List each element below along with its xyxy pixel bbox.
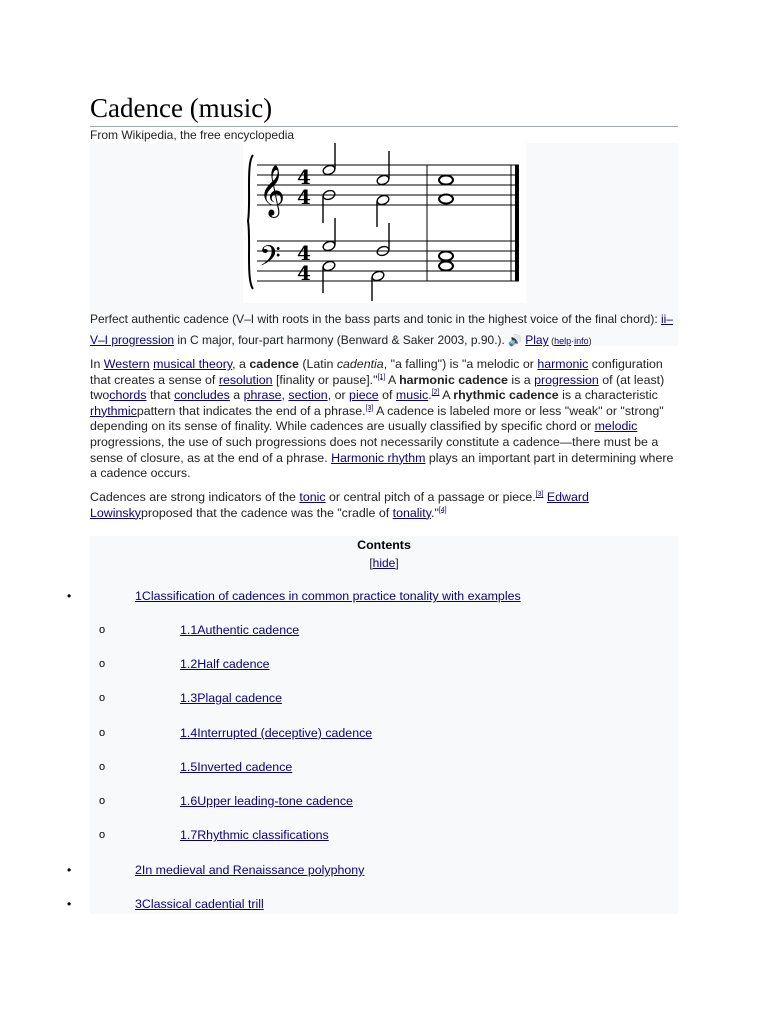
caption-text: Perfect authentic cadence (V–I with roots in the bass parts and tonic in the highest voice of the final chord): bbox=[90, 312, 661, 326]
toc-hide-link[interactable]: hide bbox=[372, 556, 396, 570]
help-link[interactable]: help bbox=[554, 336, 572, 346]
toc-bullet: • bbox=[67, 589, 72, 603]
toc-item-1-6[interactable]: 1.6Upper leading-tone cadence bbox=[180, 794, 353, 808]
toc-bullet: o bbox=[99, 761, 106, 773]
caption-text-tail: in C major, four-part harmony (Benward & Saker 2003, p.90.). bbox=[174, 333, 509, 347]
toc-bullet: o bbox=[99, 692, 106, 704]
ref-4[interactable]: [4] bbox=[438, 506, 447, 514]
link-melodic[interactable]: melodic bbox=[594, 419, 638, 434]
link-harmonic-rhythm[interactable]: Harmonic rhythm bbox=[331, 450, 426, 465]
play-link[interactable]: Play bbox=[525, 333, 549, 347]
brace bbox=[248, 155, 253, 289]
paragraph-intro: In Western musical theory, a cadence (Latin cadentia, "a falling") is "a melodic or harmonic configuration that creates a sense of resolution [finality or pause]."[1] A harmonic cadence is a progression of (at least) twochords that concludes a phrase, section, or piece of music.[2] A rhythmic cadence is a characteristic rhythmicpattern that indicates the end of a phrase.[3] A cadence is labeled more or less "weak" or "strong" depending on its sense of finality. While cadences are usually classified by specific chord or melodic progressions, the use of such progressions does not necessarily constitute a cadence—there must be a sense of closure, as at the end of a phrase. Harmonic rhythm plays an important part in determining where a cadence occurs. bbox=[90, 357, 674, 481]
link-section[interactable]: section bbox=[288, 388, 328, 403]
term-rhythmic-cadence: rhythmic cadence bbox=[453, 388, 559, 403]
bass-notes-m1 bbox=[322, 218, 390, 301]
link-edward-lowinsky[interactable]: Edward Lowinsky bbox=[90, 490, 589, 520]
toc-item-1-1[interactable]: 1.1Authentic cadence bbox=[180, 623, 300, 637]
link-phrase[interactable]: phrase bbox=[243, 388, 282, 403]
term-harmonic-cadence: harmonic cadence bbox=[399, 372, 508, 387]
toc-item-1-2[interactable]: 1.2Half cadence bbox=[180, 657, 270, 671]
toc-bullet: o bbox=[99, 795, 106, 807]
figure-caption: Perfect authentic cadence (V–I with roots in the bass parts and tonic in the highest voice of the final chord): ii–V–I progression in C major, four-part harmony (Benward & Saker 2003, p.90.). 🔊 Play (help·info) bbox=[90, 312, 674, 347]
music-score-svg bbox=[243, 143, 526, 303]
link-piece[interactable]: piece bbox=[349, 388, 379, 403]
toc-bullet: o bbox=[99, 829, 106, 841]
link-concludes[interactable]: concludes bbox=[174, 388, 230, 403]
link-resolution[interactable]: resolution bbox=[218, 372, 273, 387]
link-harmonic[interactable]: harmonic bbox=[537, 357, 589, 371]
speaker-icon[interactable]: 🔊 bbox=[508, 335, 522, 347]
link-tonality[interactable]: tonality bbox=[392, 505, 431, 520]
bass-clef: 𝄢 bbox=[259, 240, 281, 280]
toc-bullet: o bbox=[99, 658, 106, 670]
paren-open: ( bbox=[548, 336, 555, 346]
ref-2[interactable]: [2] bbox=[431, 389, 440, 397]
toc-item-1-7[interactable]: 1.7Rhythmic classifications bbox=[180, 828, 329, 842]
toc-item-1-3[interactable]: 1.3Plagal cadence bbox=[180, 691, 282, 705]
final-barline-thick bbox=[515, 165, 519, 281]
ref-3[interactable]: [3] bbox=[365, 404, 374, 412]
link-chords[interactable]: chords bbox=[109, 388, 147, 403]
toc-title: Contents bbox=[357, 538, 411, 552]
treble-clef: 𝄞 bbox=[259, 165, 286, 216]
tagline: From Wikipedia, the free encyclopedia bbox=[90, 128, 295, 142]
toc-bullet: o bbox=[99, 727, 106, 739]
link-progression[interactable]: progression bbox=[534, 372, 599, 387]
term-cadence: cadence bbox=[249, 357, 299, 371]
term-cadentia: cadentia bbox=[336, 357, 384, 371]
paren-close: ) bbox=[588, 336, 592, 346]
time-sig-treble-top: 4 bbox=[297, 165, 311, 189]
page-title: Cadence (music) bbox=[90, 92, 678, 127]
toc-bullet: o bbox=[99, 624, 106, 636]
caption-link-progression[interactable]: ii–V–I progression bbox=[90, 312, 674, 347]
time-sig-treble-bottom: 4 bbox=[297, 185, 311, 209]
toc-item-2[interactable]: 2In medieval and Renaissance polyphony bbox=[135, 863, 365, 877]
toc-hide-toggle: [hide] bbox=[369, 556, 399, 570]
link-music[interactable]: music bbox=[395, 388, 429, 403]
toc-bullet: • bbox=[67, 863, 72, 877]
link-western[interactable]: Western bbox=[103, 357, 150, 371]
ref-3b[interactable]: [3] bbox=[535, 490, 544, 498]
treble-whole-notes bbox=[439, 176, 453, 204]
toc-item-1-5[interactable]: 1.5Inverted cadence bbox=[180, 760, 293, 774]
link-tonic[interactable]: tonic bbox=[299, 490, 326, 504]
time-sig-bass-top: 4 bbox=[297, 241, 311, 265]
paragraph-tonic: Cadences are strong indicators of the tonic or central pitch of a passage or piece.[3] Edward Lowinskyproposed that the cadence was the "cradle of tonality."[4] bbox=[90, 490, 589, 520]
toc-item-1-4[interactable]: 1.4Interrupted (deceptive) cadence bbox=[180, 726, 373, 740]
ref-1[interactable]: [1] bbox=[377, 373, 386, 381]
score-image[interactable] bbox=[243, 143, 526, 303]
time-sig-bass-bottom: 4 bbox=[297, 261, 311, 285]
info-link[interactable]: info bbox=[574, 336, 589, 346]
toc-item-1[interactable]: 1Classification of cadences in common practice tonality with examples bbox=[135, 589, 521, 603]
toc-item-3[interactable]: 3Classical cadential trill bbox=[135, 897, 264, 911]
link-rhythmic[interactable]: rhythmic bbox=[90, 403, 137, 418]
toc-bullet: • bbox=[67, 897, 72, 911]
link-musical-theory[interactable]: musical theory bbox=[153, 357, 233, 371]
